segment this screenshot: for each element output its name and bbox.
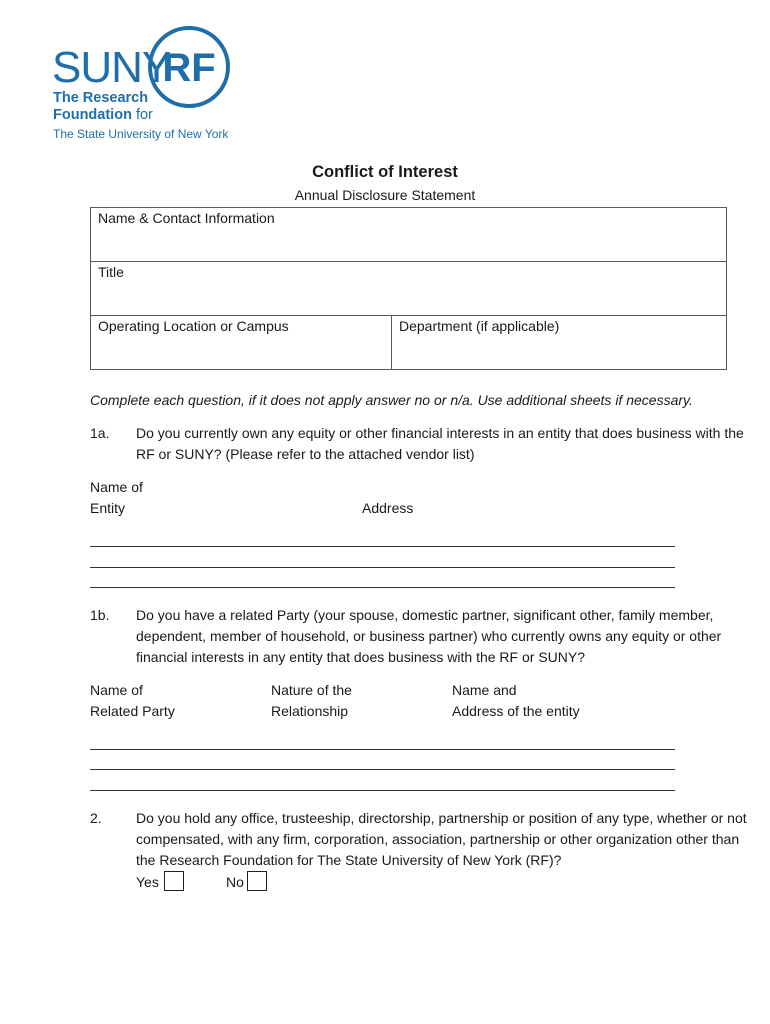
q1a-col-name-line1: Name of bbox=[90, 479, 143, 495]
page-subtitle: Annual Disclosure Statement bbox=[294, 187, 476, 203]
q2-text-line1: Do you hold any office, trusteeship, directorship, partnership or position of any type, whether or not bbox=[136, 810, 747, 826]
q2-no-label: No bbox=[226, 874, 244, 890]
name-contact-label: Name & Contact Information bbox=[98, 210, 275, 226]
location-label: Operating Location or Campus bbox=[98, 318, 289, 334]
q1b-text-line1: Do you have a related Party (your spouse, domestic partner, significant other, family member, bbox=[136, 607, 714, 623]
q1b-answer-line-2[interactable] bbox=[90, 769, 675, 770]
title-field[interactable] bbox=[90, 261, 727, 316]
q1b-col-entity-line2: Address of the entity bbox=[452, 703, 580, 719]
q1b-text-line2: dependent, member of household, or business partner) who currently owns any equity or other bbox=[136, 628, 722, 644]
q1b-col-entity-line1: Name and bbox=[452, 682, 517, 698]
q1a-text-line1: Do you currently own any equity or other financial interests in an entity that does business with the bbox=[136, 425, 744, 441]
q1b-col-name-line2: Related Party bbox=[90, 703, 175, 719]
q2-text-line3: the Research Foundation for The State University of New York (RF)? bbox=[136, 852, 562, 868]
q1a-answer-line-3[interactable] bbox=[90, 587, 675, 588]
logo-foundation-word: Foundation bbox=[53, 107, 132, 123]
q1b-col-relationship-line2: Relationship bbox=[271, 703, 349, 719]
q1b-col-relationship-line1: Nature of the bbox=[271, 682, 352, 698]
q2-no-checkbox[interactable] bbox=[247, 871, 267, 891]
logo-line-foundation bbox=[53, 107, 153, 123]
department-label: Department (if applicable) bbox=[399, 318, 560, 334]
q2-text-line2: compensated, with any firm, corporation, association, partnership or other organization other than bbox=[136, 831, 740, 847]
q1b-answer-line-1[interactable] bbox=[90, 749, 675, 750]
q2-yes-checkbox[interactable] bbox=[164, 871, 184, 891]
instructions-text: Complete each question, if it does not apply answer no or n/a. Use additional sheets if necessary. bbox=[90, 392, 693, 408]
q1a-number: 1a. bbox=[90, 425, 110, 441]
q1b-col-name-line1: Name of bbox=[90, 682, 143, 698]
page-title: Conflict of Interest bbox=[312, 163, 458, 181]
location-field[interactable] bbox=[90, 315, 392, 370]
logo-line-university: The State University of New York bbox=[53, 127, 229, 141]
q1a-col-name-line2: Entity bbox=[90, 500, 126, 516]
logo-for-word: for bbox=[135, 107, 153, 123]
q1a-col-address: Address bbox=[362, 500, 414, 516]
name-contact-field[interactable] bbox=[90, 207, 727, 262]
q2-number: 2. bbox=[90, 810, 102, 826]
q1a-answer-line-2[interactable] bbox=[90, 567, 675, 568]
q1b-answer-line-3[interactable] bbox=[90, 790, 675, 791]
logo-line-research: The Research bbox=[53, 90, 149, 106]
logo-suny-text: SUNY bbox=[52, 43, 171, 92]
logo-rf-text: RF bbox=[162, 46, 216, 90]
q1b-text-line3: financial interests in any entity that does business with the RF or SUNY? bbox=[136, 649, 585, 665]
q2-yes-label: Yes bbox=[136, 874, 159, 890]
q1a-answer-line-1[interactable] bbox=[90, 546, 675, 547]
department-field[interactable] bbox=[391, 315, 727, 370]
q1b-number: 1b. bbox=[90, 607, 110, 623]
suny-rf-logo bbox=[0, 0, 240, 145]
q1a-text-line2: RF or SUNY? (Please refer to the attached vendor list) bbox=[136, 446, 475, 462]
title-label: Title bbox=[98, 264, 124, 280]
